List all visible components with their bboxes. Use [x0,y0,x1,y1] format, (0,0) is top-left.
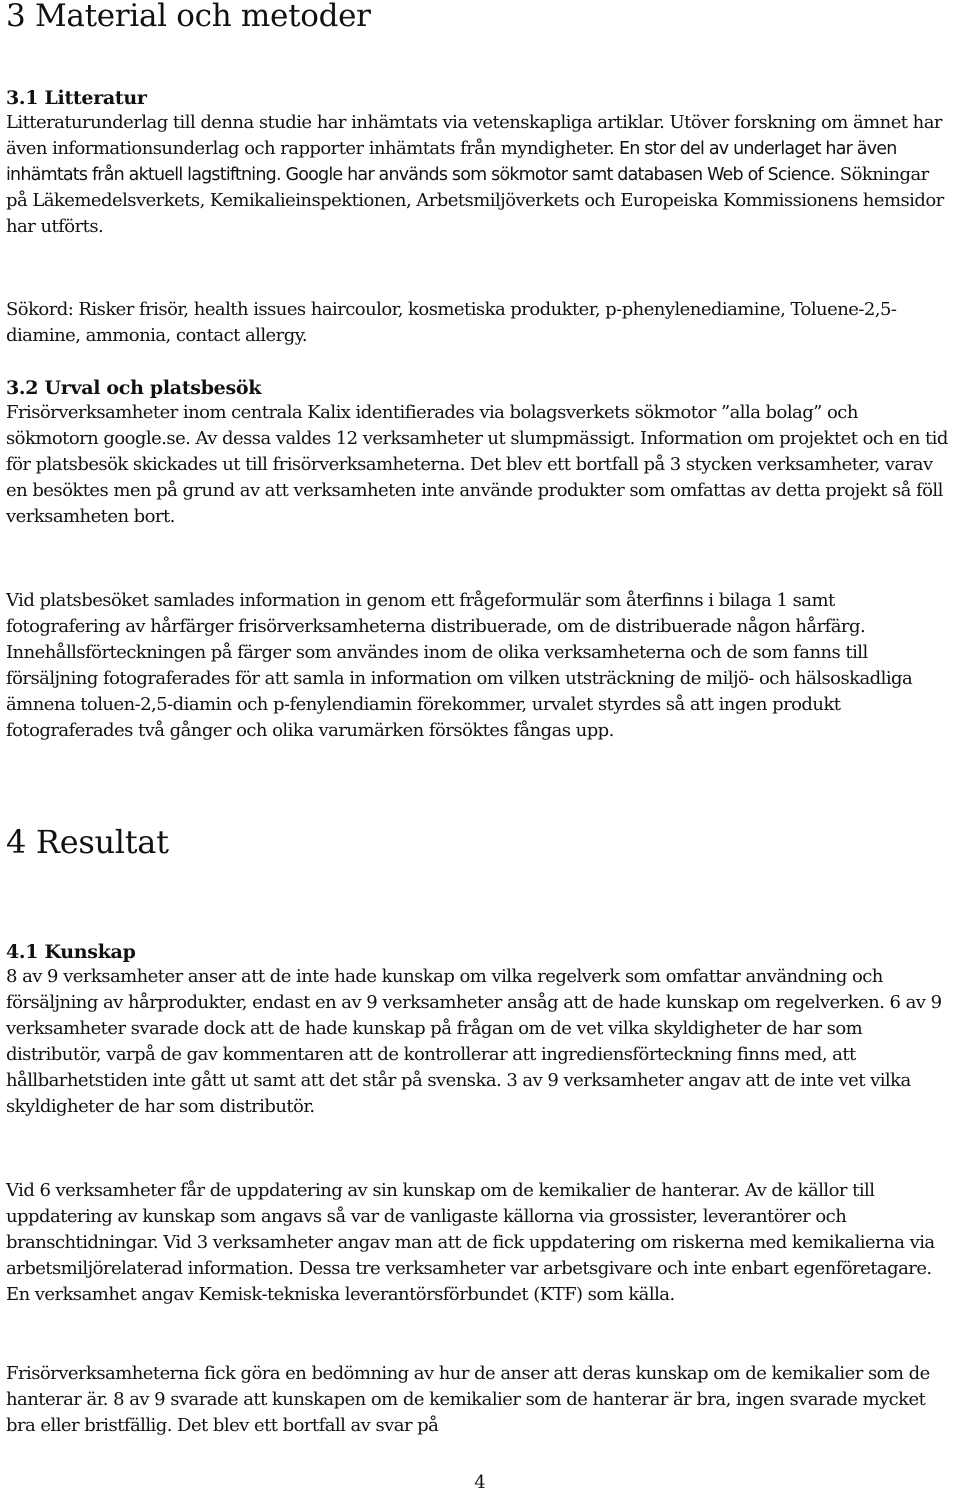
chapter-title-material-och-metoder: 3 Material och metoder [6,0,371,34]
paragraph-urval: Frisörverksamheter inom centrala Kalix identifierades via bolagsverkets sökmotor ”alla bolag” och sökmotorn google.se. Av dessa valdes 12 verksamheter ut slumpmässigt. Information om projektet och en tid för platsbesök skickades ut till frisörverksamheterna. Det blev ett bortfall på 3 stycken verksamheter, varav en besöktes men på grund av att verksamheten inte använde produkter som omfattas av detta projekt så föll verksamheten bort. [6,402,948,527]
paragraph-kunskap-regelverk: 8 av 9 verksamheter anser att de inte hade kunskap om vilka regelverk som omfattar användning och försäljning av hårprodukter, endast en av 9 verksamheter ansåg att de hade kunskap om regelverken. 6 av 9 verksamheter svarade dock att de hade kunskap på frågan om de vet vilka skyldigheter de har som distributör, varpå de gav kommentaren att de kontrollerar att ingrediensförteckning finns med, att hållbarhetstiden inte gått ut samt att det står på svenska. 3 av 9 verksamheter angav att de inte vet vilka skyldigheter de har som distributör. [6,966,942,1117]
paragraph-litteratur-part-a: Litteraturunderlag till denna studie har inhämtats via vetenskapliga artiklar. Utöver forskning om ämnet har även informationsunderlag och rapporter inhämtats från myndigheter. [6,112,942,159]
section-3-1-litteratur [6,86,952,240]
paragraph-litteratur-part-c: Sökningar på Läkemedelsverkets, Kemikalieinspektionen, Arbetsmiljöverkets och Europeiska Kommissionens hemsidor har utförts. [6,164,944,237]
section-4-1-kunskap [6,940,952,1120]
paragraph-sokord: Sökord: Risker frisör, health issues haircoulor, kosmetiska produkter, p-phenylenediamine, Toluene-2,5-diamine, ammonia, contact allergy. [6,299,897,346]
paragraph-kunskap-uppdatering: Vid 6 verksamheter får de uppdatering av sin kunskap om de kemikalier de hanterar. Av de källor till uppdatering av kunskap som angavs så var de vanligaste källorna via grossister, leverantörer och branschtidningar. Vid 3 verksamheter angav man att de fick uppdatering om riskerna med kemikalierna via arbetsmiljörelaterad information. Dessa tre verksamheter var arbetsgivare och inte enbart egenföretagare. En verksamhet angav Kemisk-tekniska leverantörsförbundet (KTF) som källa. [6,1180,935,1305]
paragraph-platsbesok: Vid platsbesöket samlades information in genom ett frågeformulär som återfinns i bilaga 1 samt fotografering av hårfärger frisörverksamheterna distribuerade, om de distribuerade någon hårfärg. Innehållsförteckningen på färger som användes inom de olika verksamheterna och de som fanns till försäljning fotograferades för att samla in information om vilken utsträckning de miljö- och hälsoskadliga ämnena toluen-2,5-diamin och p-fenylendiamin förekommer, urvalet styrdes så att ingen produkt fotograferades två gånger och olika varumärken försöktes fångas upp. [6,590,913,741]
section-heading-urval-och-platsbesok: 3.2 Urval och platsbesök [6,377,262,399]
paragraph-litteratur-part-b: En stor del av underlaget har även inhämtats från aktuell lagstiftning. Google har används som sökmotor samt databasen Web of Science. [6,139,897,185]
section-heading-litteratur: 3.1 Litteratur [6,87,147,109]
section-3-2-urval-och-platsbesok [6,376,952,530]
chapter-title-resultat: 4 Resultat [6,823,169,861]
paragraph-kunskap-bedomning: Frisörverksamheterna fick göra en bedömning av hur de anser att deras kunskap om de kemikalier som de hanterar är. 8 av 9 svarade att kunskapen om de kemikalier som de hanterar är bra, ingen svarade mycket bra eller bristfällig. Det blev ett bortfall av svar på [6,1363,930,1436]
page-number: 4 [474,1472,486,1493]
paragraph-litteratur [6,110,952,240]
section-heading-kunskap: 4.1 Kunskap [6,941,136,963]
